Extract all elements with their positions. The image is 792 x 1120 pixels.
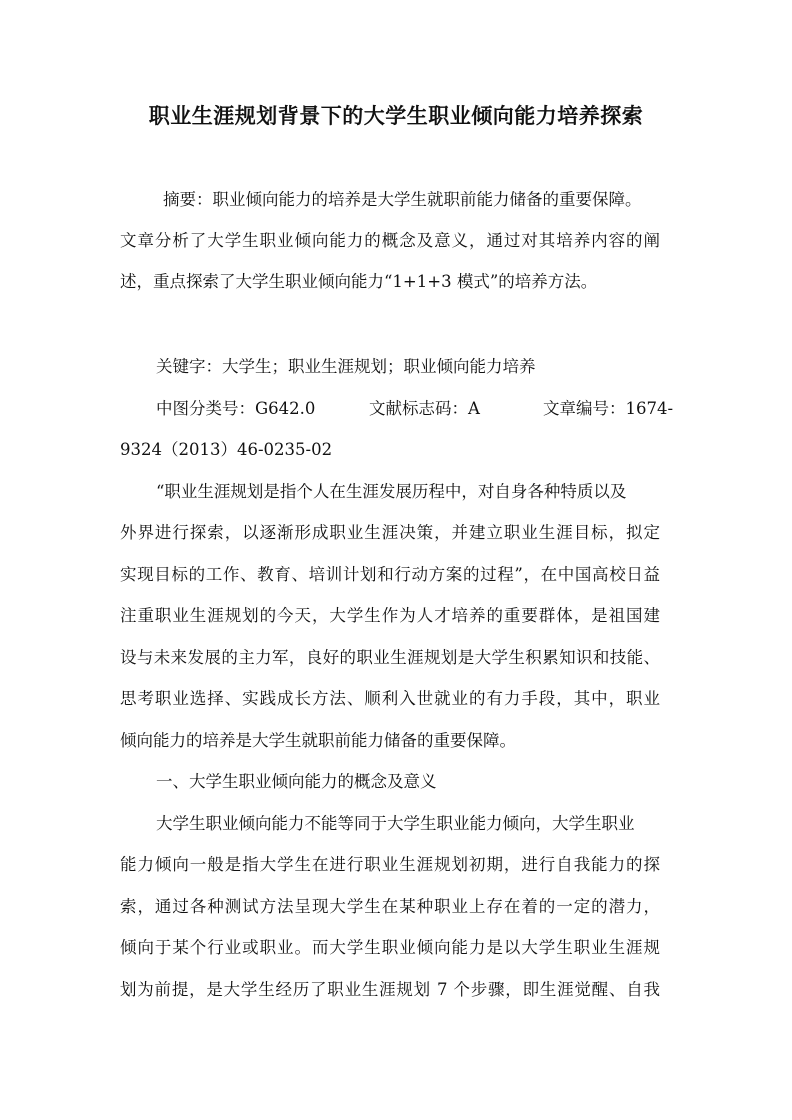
clc-number: 中图分类号：G642.0 — [156, 399, 316, 418]
document-code: 文献标志码：A — [369, 399, 480, 418]
article-number-continued: 9324（2013）46-0235-02 — [120, 440, 333, 459]
paragraph-line: 索，通过各种测试方法呈现大学生在某种职业上存在着的一定的潜力， — [120, 897, 660, 916]
paragraph-line: 划为前提，是大学生经历了职业生涯规划 7 个步骤，即生涯觉醒、自我 — [120, 980, 660, 999]
paragraph-line: 实现目标的工作、教育、培训计划和行动方案的过程”，在中国高校日益 — [120, 565, 660, 584]
paragraph-line: 设与未来发展的主力军，良好的职业生涯规划是大学生积累知识和技能、 — [120, 648, 660, 667]
paragraph-line: 外界进行探索，以逐渐形成职业生涯决策，并建立职业生涯目标，拟定 — [120, 523, 660, 542]
article-number: 文章编号：1674- — [543, 399, 674, 418]
paragraph-line: “职业生涯规划是指个人在生涯发展历程中，对自身各种特质以及 — [156, 482, 627, 501]
paragraph-line: 倾向能力的培养是大学生就职前能力储备的重要保障。 — [120, 731, 516, 750]
keywords-line: 关键字：大学生；职业生涯规划；职业倾向能力培养 — [156, 357, 536, 376]
paragraph-line: 注重职业生涯规划的今天，大学生作为人才培养的重要群体，是祖国建 — [120, 606, 660, 625]
page-title: 职业生涯规划背景下的大学生职业倾向能力培养探索 — [148, 104, 644, 128]
abstract-line: 述，重点探索了大学生职业倾向能力“1+1+3 模式”的培养方法。 — [120, 272, 598, 291]
paragraph-line: 大学生职业倾向能力不能等同于大学生职业能力倾向，大学生职业 — [156, 814, 635, 833]
abstract-line: 文章分析了大学生职业倾向能力的概念及意义，通过对其培养内容的阐 — [120, 231, 660, 250]
abstract-line: 摘要：职业倾向能力的培养是大学生就职前能力储备的重要保障。 — [163, 190, 642, 209]
paragraph-line: 思考职业选择、实践成长方法、顺利入世就业的有力手段，其中，职业 — [120, 689, 660, 708]
paragraph-line: 能力倾向一般是指大学生在进行职业生涯规划初期，进行自我能力的探 — [120, 855, 660, 874]
paragraph-line: 倾向于某个行业或职业。而大学生职业倾向能力是以大学生职业生涯规 — [120, 938, 660, 957]
section-heading: 一、大学生职业倾向能力的概念及意义 — [156, 772, 437, 791]
